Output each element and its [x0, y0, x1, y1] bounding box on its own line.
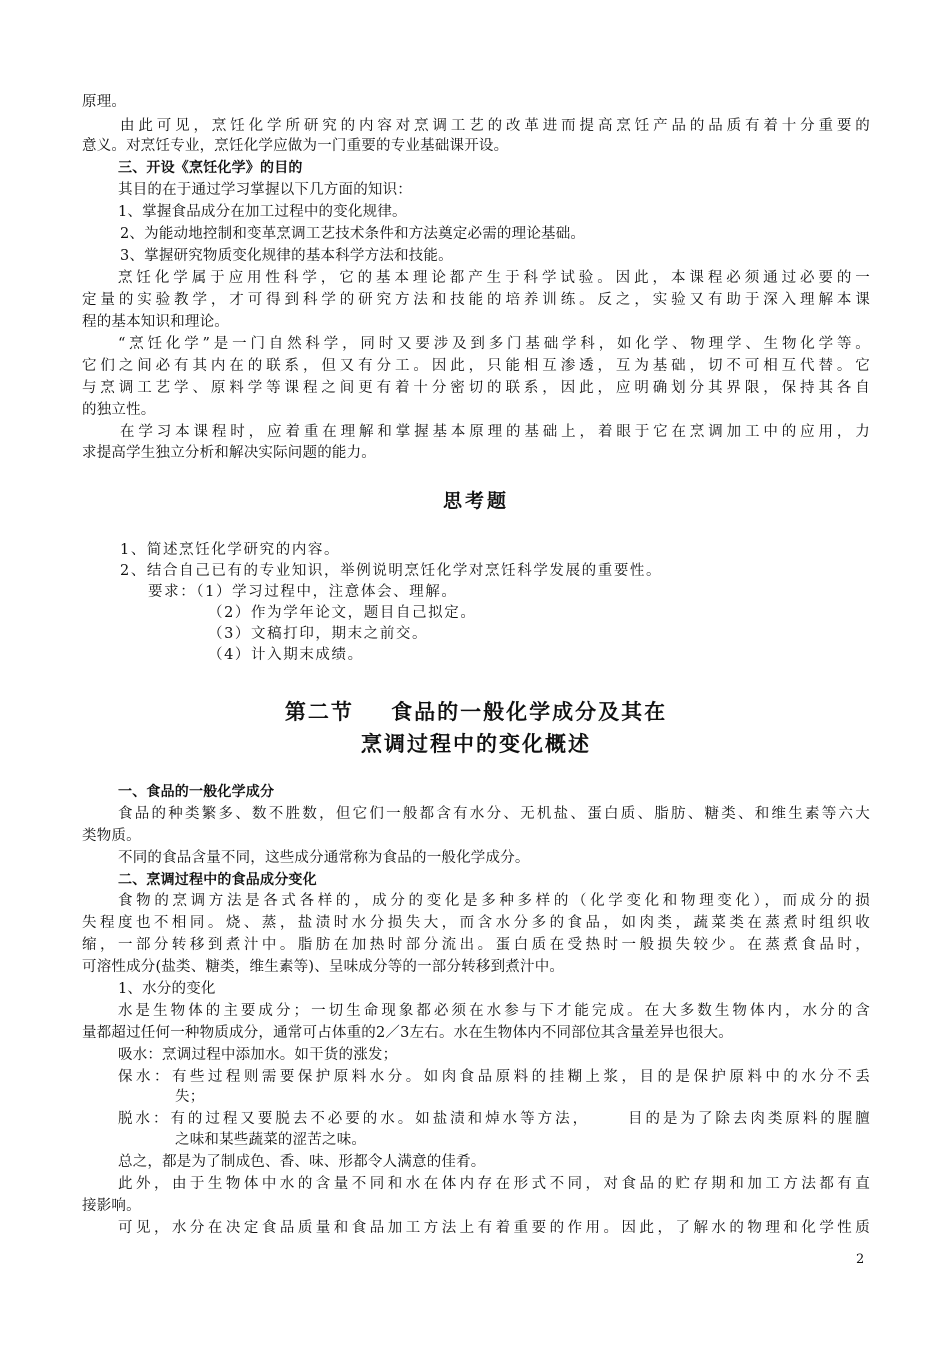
paragraph-line: 缩，一部分转移到煮汁中。脂肪在加热时部分流出。蛋白质在受热时一般损失较少。在蒸煮食品时， — [82, 937, 870, 953]
paragraph-line: 脱水：有的过程又要脱去不必要的水。如盐渍和焯水等方法， 目的是为了除去肉类原料的腥膻 — [118, 1111, 870, 1127]
paragraph-line: 失； — [175, 1089, 205, 1105]
paragraph-line: 程的基本知识和理论。 — [82, 314, 229, 330]
question-item: 2、结合自己已有的专业知识，举例说明烹饪化学对烹饪科学发展的重要性。 — [120, 563, 663, 579]
paragraph-line: 其目的在于通过学习掌握以下几方面的知识： — [118, 182, 412, 198]
paragraph-line: 失程度也不相同。烧、蒸，盐渍时水分损失大，而含水分多的食品，如肉类，蔬菜类在蒸煮时组织收 — [82, 915, 870, 931]
subheading: 1、水分的变化 — [118, 981, 216, 997]
paragraph-line: 原理。 — [82, 94, 127, 110]
paragraph-line: 食品的种类繁多、数不胜数，但它们一般都含有水分、无机盐、蛋白质、脂肪、糖类、和维生素等六大 — [118, 806, 870, 822]
paragraph-line: 量都超过任何一种物质成分，通常可占体重的2／3左右。水在生物体内不同部位其含量差异也很大。 — [82, 1025, 733, 1041]
paragraph-line: 的独立性。 — [82, 402, 156, 418]
question-item: 1、简述烹饪化学研究的内容。 — [120, 542, 341, 558]
paragraph-line: 保水：有些过程则需要保护原料水分。如肉食品原料的挂糊上浆，目的是保护原料中的水分不丢 — [118, 1069, 870, 1085]
section-title: 烹调过程中的变化概述 — [361, 732, 591, 756]
paragraph-line: 在学习本课程时，应着重在理解和掌握基本原理的基础上，着眼于它在烹调加工中的应用，力 — [120, 424, 870, 440]
requirement-item: （4）计入期末成绩。 — [208, 647, 364, 663]
questions-title: 思考题 — [442, 490, 509, 512]
paragraph-line: 接影响。 — [82, 1198, 141, 1214]
paragraph-line: 吸水：烹调过程中添加水。如干货的涨发； — [118, 1047, 398, 1063]
list-item: 3、掌握研究物质变化规律的基本科学方法和技能。 — [120, 248, 453, 264]
paragraph-line: 与烹调工艺学、原料学等课程之间更有着十分密切的联系，因此，应明确划分其界限，保持其各自 — [82, 380, 870, 396]
section-title: 第二节 食品的一般化学成分及其在 — [284, 700, 668, 724]
paragraph-line: 类物质。 — [82, 828, 141, 844]
section-heading: 一、食品的一般化学成分 — [118, 784, 275, 800]
paragraph-line: 定量的实验教学，才可得到科学的研究方法和技能的培养训练。反之，实验又有助于深入理解本课 — [82, 292, 870, 308]
paragraph-line: 烹饪化学属于应用性科学，它的基本理论都产生于科学试验。因此，本课程必须通过必要的一 — [118, 270, 870, 286]
paragraph-line: 此外，由于生物体中水的含量不同和水在体内存在形式不同，对食品的贮存期和加工方法都有直 — [118, 1176, 870, 1192]
requirement-item: 要求：（1）学习过程中，注意体会、理解。 — [148, 584, 458, 600]
section-heading: 三、开设《烹饪化学》的目的 — [118, 160, 303, 176]
paragraph-line: 求提高学生独立分析和解决实际问题的能力。 — [82, 445, 376, 461]
paragraph-line: 由此可见，烹饪化学所研究的内容对烹调工艺的改革进而提高烹饪产品的品质有着十分重要的 — [120, 118, 870, 134]
page-number: 2 — [856, 1252, 865, 1267]
paragraph-line: 它们之间必有其内在的联系，但又有分工。因此，只能相互渗透，互为基础，切不可相互代替。它 — [82, 358, 870, 374]
list-item: 2、为能动地控制和变革烹调工艺技术条件和方法奠定必需的理论基础。 — [120, 226, 586, 242]
paragraph-line: 可见，水分在决定食品质量和食品加工方法上有着重要的作用。因此，了解水的物理和化学性质 — [118, 1220, 870, 1236]
list-item: 1、掌握食品成分在加工过程中的变化规律。 — [118, 204, 407, 220]
paragraph-line: “烹饪化学”是一门自然科学，同时又要涉及到多门基础学科，如化学、物理学、生物化学等。 — [118, 336, 870, 352]
section-heading: 二、烹调过程中的食品成分变化 — [118, 872, 317, 888]
paragraph-line: 食物的烹调方法是各式各样的，成分的变化是多种多样的（化学变化和物理变化），而成分的损 — [118, 893, 870, 909]
paragraph-line: 不同的食品含量不同，这些成分通常称为食品的一般化学成分。 — [118, 850, 530, 866]
paragraph-line: 意义。对烹饪专业，烹饪化学应做为一门重要的专业基础课开设。 — [82, 138, 509, 154]
paragraph-line: 总之，都是为了制成色、香、味、形都令人满意的佳肴。 — [118, 1154, 486, 1170]
paragraph-line: 可溶性成分(盐类、糖类，维生素等)、呈味成分等的一部分转移到煮汁中。 — [82, 959, 565, 975]
requirement-item: （2）作为学年论文，题目自己拟定。 — [208, 605, 477, 621]
paragraph-line: 之味和某些蔬菜的涩苦之味。 — [175, 1132, 367, 1148]
requirement-item: （3）文稿打印，期末之前交。 — [208, 626, 429, 642]
paragraph-line: 水是生物体的主要成分；一切生命现象都必须在水参与下才能完成。在大多数生物体内，水分的含 — [118, 1003, 870, 1019]
